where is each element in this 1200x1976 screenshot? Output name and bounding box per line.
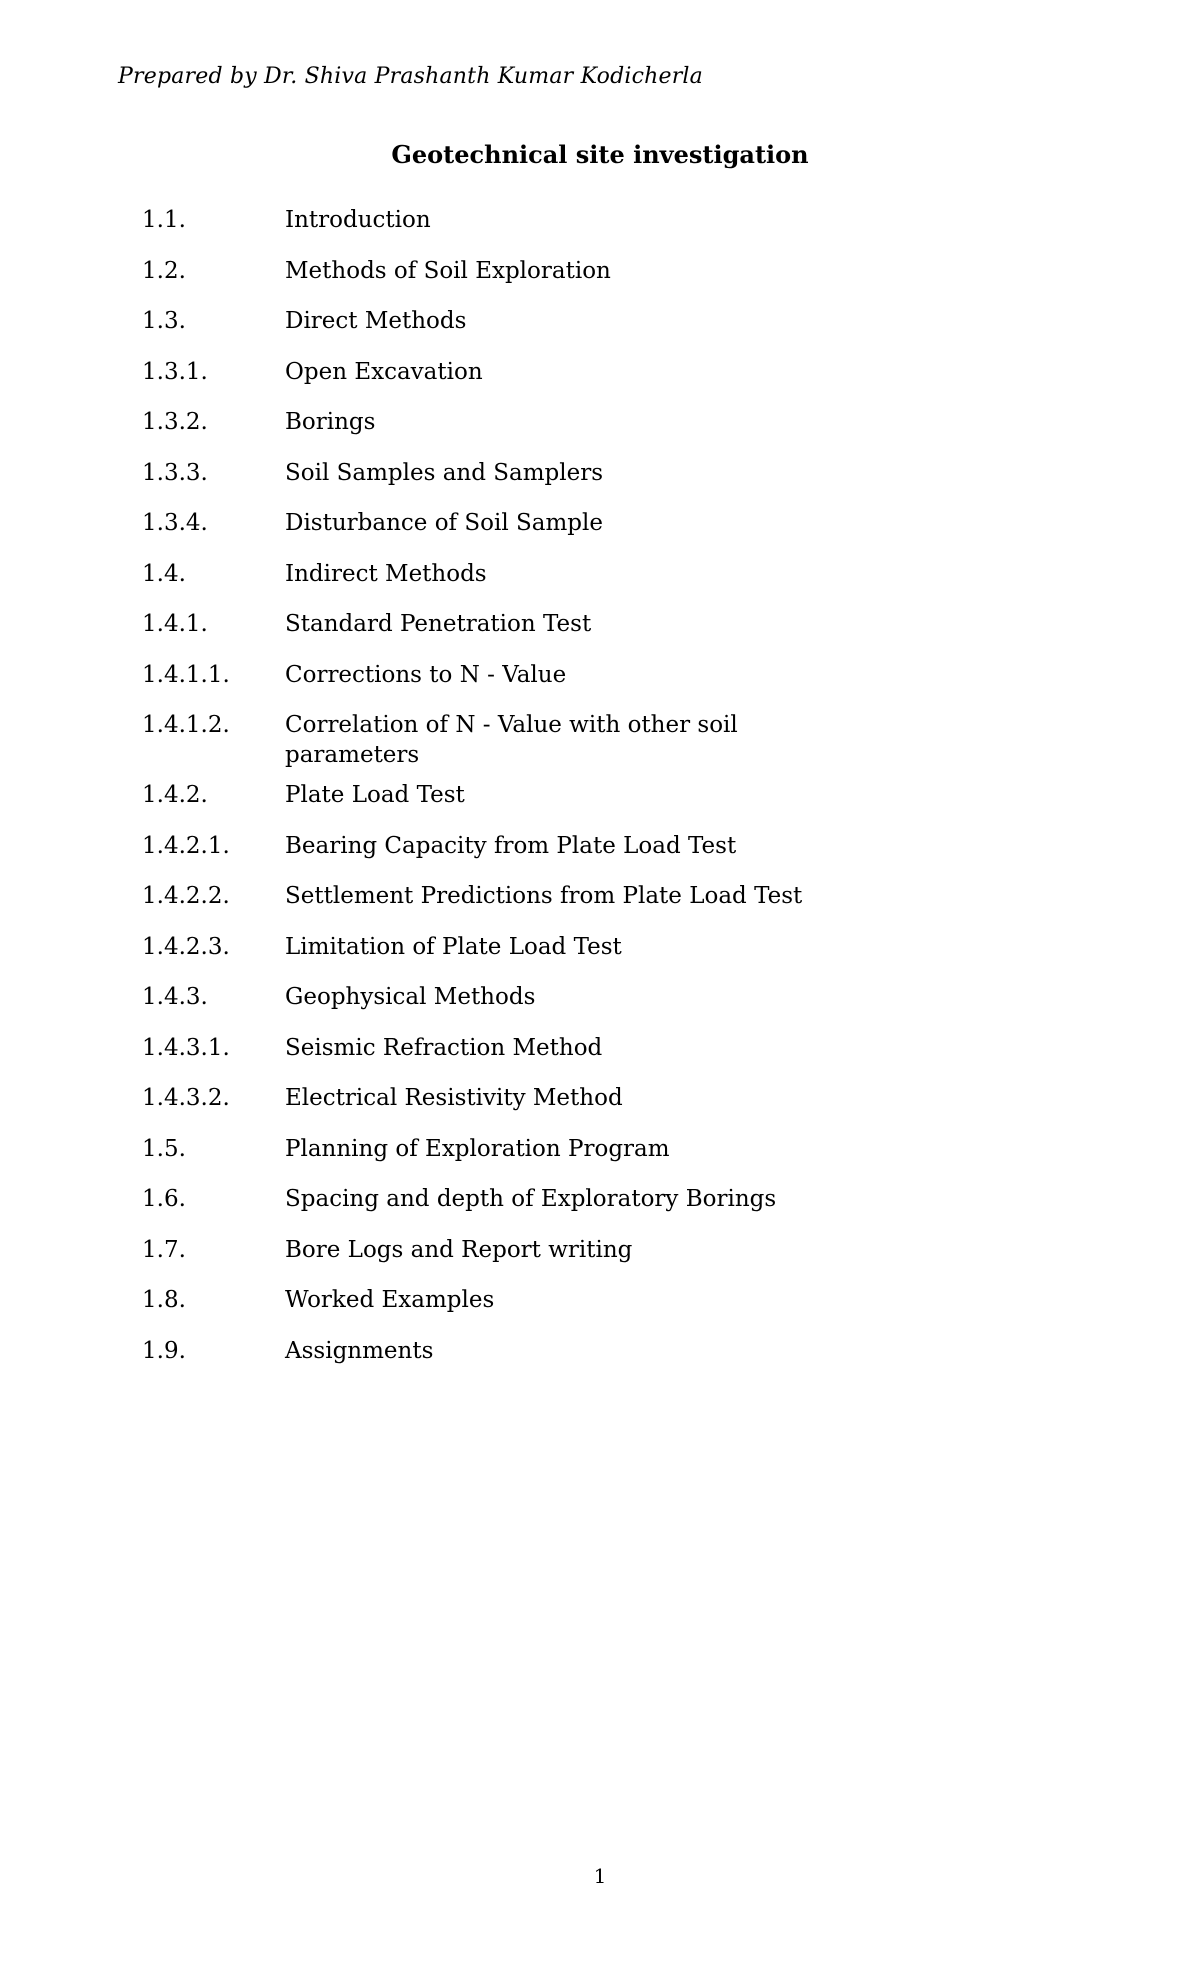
toc-entry-number: 1.3.2. <box>142 409 208 435</box>
toc-entry <box>142 780 842 810</box>
toc-entry-title: Settlement Predictions from Plate Load Test <box>285 883 803 909</box>
toc-entry-number: 1.4.2.1. <box>142 832 230 859</box>
toc-entry-number: 1.4.2.3. <box>142 933 230 960</box>
toc-entry <box>142 1134 842 1164</box>
toc-entry-title: Worked Examples <box>285 1287 495 1313</box>
toc-entry <box>142 508 842 538</box>
page-number: 1 <box>593 1864 607 1888</box>
toc-entry-title: Indirect Methods <box>285 560 487 587</box>
toc-entry <box>142 1235 842 1265</box>
toc-entry <box>142 407 842 437</box>
toc-entry-title: Planning of Exploration Program <box>285 1135 670 1162</box>
toc-entry-number: 1.5. <box>142 1135 186 1162</box>
toc-entry-number: 1.3.1. <box>142 358 208 385</box>
toc-entry-title: Limitation of Plate Load Test <box>285 933 622 960</box>
toc-entry-title: Spacing and depth of Exploratory Borings <box>285 1186 777 1212</box>
toc-entry-title: Borings <box>285 409 376 435</box>
toc-entry-number: 1.6. <box>142 1186 186 1212</box>
toc-entry-number: 1.9. <box>142 1337 186 1364</box>
toc-entry-number: 1.3. <box>142 308 186 334</box>
toc-entry-number: 1.4. <box>142 560 186 587</box>
toc-entry <box>142 1336 842 1366</box>
table-of-contents <box>142 205 842 1386</box>
toc-entry-title: Methods of Soil Exploration <box>285 257 611 284</box>
toc-entry-title: Electrical Resistivity Method <box>285 1085 623 1111</box>
toc-entry <box>142 609 842 639</box>
toc-entry-number: 1.4.3.2. <box>142 1085 230 1111</box>
toc-entry-title: Geophysical Methods <box>285 984 536 1010</box>
toc-entry <box>142 1033 842 1063</box>
toc-entry-number: 1.8. <box>142 1287 186 1313</box>
toc-entry-title: Corrections to N - Value <box>285 661 567 688</box>
prepared-by-header: Prepared by Dr. Shiva Prashanth Kumar Kodicherla <box>118 64 703 89</box>
toc-entry <box>142 881 842 911</box>
toc-entry <box>142 982 842 1012</box>
toc-entry <box>142 559 842 589</box>
toc-entry <box>142 458 842 488</box>
document-title: Geotechnical site investigation <box>391 140 809 169</box>
toc-entry-number: 1.2. <box>142 257 186 284</box>
toc-entry <box>142 1285 842 1315</box>
toc-entry-number: 1.4.1. <box>142 611 208 637</box>
toc-entry <box>142 1184 842 1214</box>
toc-entry-title: Standard Penetration Test <box>285 611 592 637</box>
toc-entry-title: Open Excavation <box>285 358 483 385</box>
toc-entry-title: Assignments <box>285 1337 434 1364</box>
toc-entry <box>142 831 842 861</box>
toc-entry <box>142 306 842 336</box>
toc-entry <box>142 205 842 235</box>
toc-entry-title: Plate Load Test <box>285 782 465 808</box>
toc-entry <box>142 256 842 286</box>
toc-entry-number: 1.7. <box>142 1236 186 1263</box>
toc-entry <box>142 710 842 770</box>
toc-entry-number: 1.4.1.1. <box>142 661 230 688</box>
toc-entry-title: Soil Samples and Samplers <box>285 459 604 486</box>
toc-entry-title: Introduction <box>285 207 431 233</box>
toc-entry-title: Bearing Capacity from Plate Load Test <box>285 832 737 859</box>
toc-entry-title: Direct Methods <box>285 308 467 334</box>
toc-entry <box>142 932 842 962</box>
toc-entry-number: 1.4.3.1. <box>142 1034 230 1061</box>
toc-entry-number: 1.4.2.2. <box>142 883 230 909</box>
toc-entry-number: 1.4.2. <box>142 782 208 808</box>
toc-entry-number: 1.1. <box>142 207 186 233</box>
toc-entry-title: Correlation of N - Value with other soil parameters <box>285 712 738 768</box>
toc-entry <box>142 1083 842 1113</box>
toc-entry-number: 1.3.3. <box>142 459 208 486</box>
toc-entry-title: Seismic Refraction Method <box>285 1034 603 1061</box>
toc-entry-number: 1.4.3. <box>142 984 208 1010</box>
toc-entry-title: Bore Logs and Report writing <box>285 1236 633 1263</box>
toc-entry <box>142 357 842 387</box>
toc-entry <box>142 660 842 690</box>
toc-entry-number: 1.4.1.2. <box>142 712 230 738</box>
toc-entry-title: Disturbance of Soil Sample <box>285 510 603 536</box>
toc-entry-number: 1.3.4. <box>142 510 208 536</box>
